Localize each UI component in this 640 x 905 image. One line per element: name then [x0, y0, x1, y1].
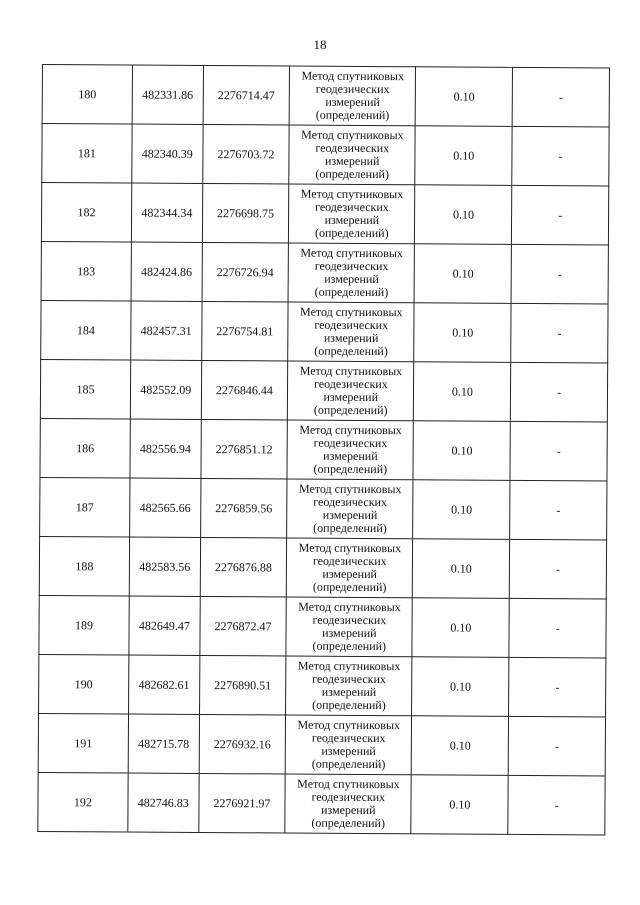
method-cell — [285, 774, 412, 834]
accuracy-cell: 0.10 — [412, 716, 509, 776]
point-number-cell: 190 — [39, 654, 129, 714]
method-line: Метод спутниковых — [297, 776, 400, 792]
x-coordinate-cell: 482682.61 — [128, 655, 199, 714]
note-cell: - — [512, 126, 609, 186]
method-line: (определений) — [314, 343, 388, 359]
table-row — [40, 477, 607, 539]
method-line: (определений) — [313, 402, 388, 418]
method-line: Метод спутниковых — [301, 68, 405, 84]
x-coordinate-cell: 482344.34 — [131, 183, 202, 242]
x-coordinate-cell: 482457.31 — [131, 301, 202, 360]
method-cell — [289, 66, 416, 126]
method-line: (определений) — [311, 756, 386, 772]
table-row — [38, 713, 605, 775]
method-line: измерений — [323, 389, 379, 405]
y-coordinate-cell: 2276890.51 — [199, 655, 286, 715]
y-coordinate-cell: 2276703.72 — [202, 124, 289, 184]
point-number-cell: 189 — [39, 595, 129, 655]
note-cell: - — [509, 657, 606, 717]
method-cell — [286, 656, 413, 716]
accuracy-cell: 0.10 — [412, 657, 509, 717]
method-cell — [288, 361, 415, 421]
method-line: геодезических — [314, 317, 389, 333]
point-number-cell: 183 — [41, 241, 131, 301]
method-line: Метод спутниковых — [298, 599, 401, 615]
method-line: измерений — [324, 212, 380, 228]
note-cell: - — [512, 67, 609, 127]
method-line: Метод спутниковых — [299, 363, 403, 379]
method-line: геодезических — [313, 435, 388, 451]
method-line: измерений — [322, 625, 377, 641]
method-line: геодезических — [314, 258, 389, 274]
accuracy-cell: 0.10 — [411, 775, 508, 835]
method-line: Метод спутниковых — [297, 658, 401, 674]
method-line: Метод спутниковых — [300, 186, 404, 202]
note-cell: - — [511, 303, 608, 363]
method-line: Метод спутниковых — [298, 481, 402, 497]
method-line: измерений — [323, 448, 378, 464]
method-line: Метод спутниковых — [298, 540, 402, 556]
method-line: измерений — [324, 153, 380, 169]
table-row — [41, 183, 608, 245]
method-cell — [287, 479, 414, 539]
table-row — [38, 772, 605, 834]
note-cell: - — [508, 716, 605, 776]
method-line: (определений) — [311, 815, 386, 831]
method-line: (определений) — [314, 225, 389, 241]
y-coordinate-cell: 2276859.56 — [200, 478, 287, 538]
method-cell — [286, 597, 413, 657]
method-line: Метод спутниковых — [300, 304, 403, 320]
table-row — [40, 359, 607, 421]
accuracy-cell: 0.10 — [413, 480, 510, 540]
x-coordinate-cell: 482552.09 — [130, 360, 201, 419]
point-number-cell: 185 — [40, 359, 130, 419]
method-line: измерений — [321, 684, 377, 700]
method-cell — [285, 715, 412, 775]
table-row — [42, 124, 609, 186]
y-coordinate-cell: 2276754.81 — [201, 301, 288, 361]
method-line: измерений — [325, 94, 380, 110]
method-line: геодезических — [315, 140, 390, 156]
method-line: Метод спутниковых — [297, 717, 401, 733]
y-coordinate-cell: 2276921.97 — [198, 773, 285, 833]
x-coordinate-cell: 482565.66 — [130, 478, 201, 537]
coordinates-table-body — [38, 65, 610, 835]
table-row — [41, 300, 608, 362]
method-cell — [287, 420, 414, 480]
point-number-cell: 181 — [42, 124, 132, 184]
note-cell: - — [508, 775, 605, 835]
x-coordinate-cell: 482424.86 — [131, 242, 202, 301]
coordinates-table — [37, 64, 610, 835]
table-row — [39, 536, 606, 598]
method-line: (определений) — [315, 107, 390, 123]
method-line: геодезических — [311, 730, 386, 746]
page-number: 18 — [313, 37, 327, 52]
table-row — [41, 241, 608, 303]
table-row — [39, 654, 606, 716]
y-coordinate-cell: 2276872.47 — [200, 596, 287, 656]
point-number-cell: 184 — [41, 300, 131, 360]
method-cell — [286, 538, 413, 598]
method-line: Метод спутниковых — [301, 127, 404, 143]
method-line: геодезических — [312, 612, 387, 628]
method-line: (определений) — [313, 461, 388, 477]
point-number-cell: 192 — [38, 772, 128, 832]
y-coordinate-cell: 2276932.16 — [199, 714, 286, 774]
method-line: измерений — [320, 802, 376, 818]
y-coordinate-cell: 2276851.12 — [201, 419, 288, 479]
method-line: Метод спутниковых — [300, 245, 403, 261]
method-line: измерений — [323, 330, 379, 346]
accuracy-cell: 0.10 — [414, 244, 511, 304]
method-line: геодезических — [313, 376, 388, 392]
method-line: измерений — [322, 566, 378, 582]
method-line: геодезических — [315, 199, 389, 215]
method-line: измерений — [322, 507, 378, 523]
note-cell: - — [511, 244, 608, 304]
method-line: геодезических — [313, 494, 388, 510]
method-line: (определений) — [314, 284, 389, 300]
note-cell: - — [512, 185, 609, 245]
point-number-cell: 186 — [40, 418, 130, 478]
method-line: (определений) — [315, 166, 390, 182]
method-line: Метод спутниковых — [299, 422, 402, 438]
method-line: (определений) — [312, 579, 387, 595]
note-cell: - — [509, 598, 606, 658]
accuracy-cell: 0.10 — [416, 67, 513, 127]
accuracy-cell: 0.10 — [413, 421, 510, 481]
method-cell — [288, 302, 415, 362]
accuracy-cell: 0.10 — [415, 126, 512, 186]
x-coordinate-cell: 482331.86 — [132, 65, 203, 124]
point-number-cell: 191 — [38, 713, 128, 773]
point-number-cell: 180 — [42, 65, 132, 125]
note-cell: - — [511, 362, 608, 422]
method-line: геодезических — [312, 553, 387, 569]
note-cell: - — [510, 539, 607, 599]
method-line: (определений) — [312, 697, 386, 713]
method-line: геодезических — [315, 81, 390, 97]
table-row — [40, 418, 607, 480]
note-cell: - — [510, 421, 607, 481]
point-number-cell: 182 — [41, 183, 131, 243]
y-coordinate-cell: 2276846.44 — [201, 360, 288, 420]
method-line: измерений — [324, 271, 379, 287]
accuracy-cell: 0.10 — [415, 185, 512, 245]
y-coordinate-cell: 2276876.88 — [200, 537, 287, 597]
x-coordinate-cell: 482746.83 — [128, 773, 199, 832]
accuracy-cell: 0.10 — [412, 598, 509, 658]
y-coordinate-cell: 2276726.94 — [202, 242, 289, 302]
method-line: геодезических — [311, 789, 386, 805]
y-coordinate-cell: 2276698.75 — [202, 183, 289, 243]
x-coordinate-cell: 482556.94 — [130, 419, 201, 478]
note-cell: - — [510, 480, 607, 540]
accuracy-cell: 0.10 — [413, 539, 510, 599]
x-coordinate-cell: 482583.56 — [129, 537, 200, 596]
method-cell — [289, 184, 416, 244]
x-coordinate-cell: 482715.78 — [128, 714, 199, 773]
method-line: (определений) — [312, 638, 387, 654]
table-row — [42, 65, 609, 127]
method-cell — [289, 125, 416, 185]
point-number-cell: 187 — [40, 477, 130, 537]
method-line: измерений — [321, 743, 376, 759]
accuracy-cell: 0.10 — [414, 303, 511, 363]
method-cell — [288, 243, 415, 303]
point-number-cell: 188 — [39, 536, 129, 596]
table-row — [39, 595, 606, 657]
x-coordinate-cell: 482340.39 — [132, 124, 203, 183]
y-coordinate-cell: 2276714.47 — [203, 65, 290, 125]
method-line: геодезических — [312, 671, 386, 687]
accuracy-cell: 0.10 — [414, 362, 511, 422]
x-coordinate-cell: 482649.47 — [129, 596, 200, 655]
method-line: (определений) — [313, 520, 387, 536]
